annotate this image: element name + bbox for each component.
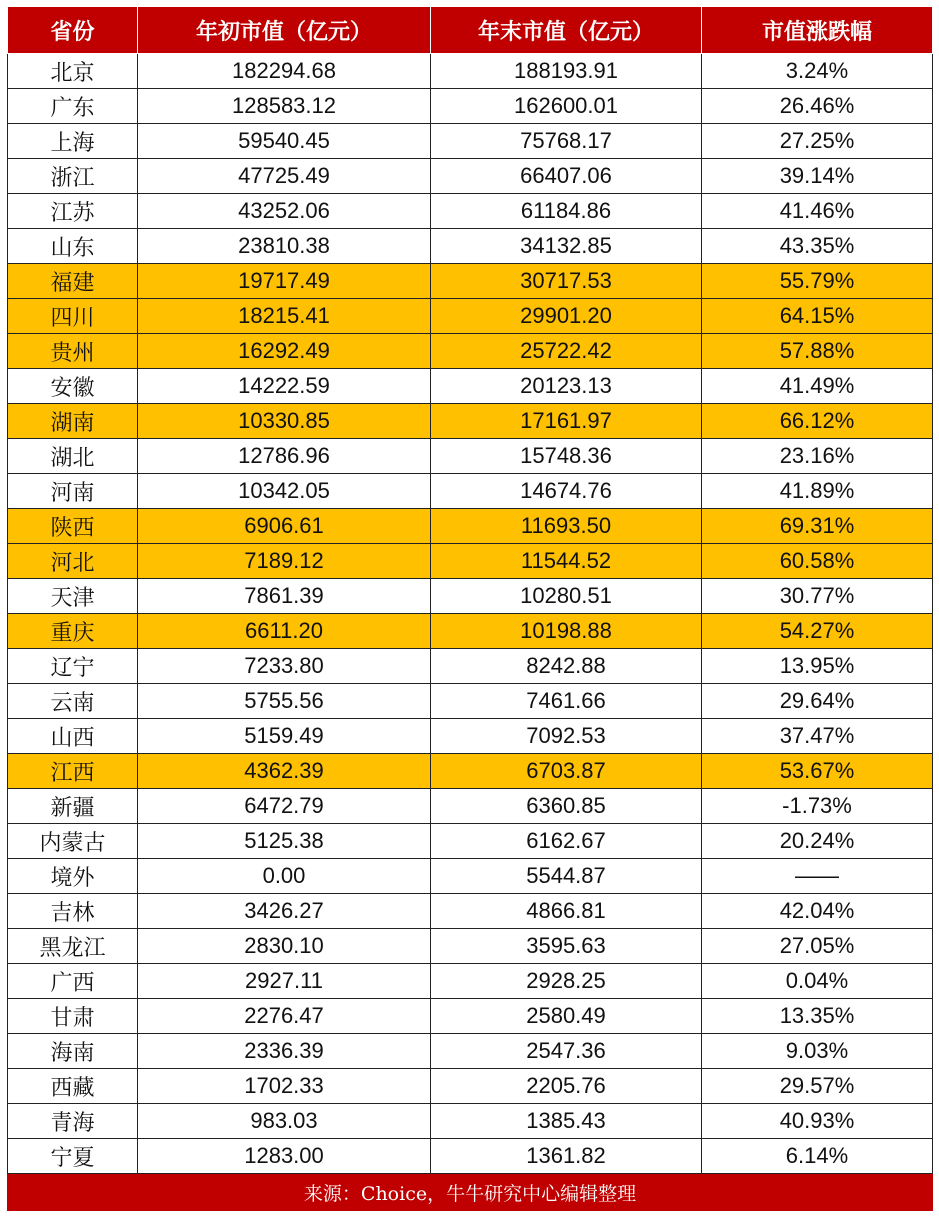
change-cell: 57.88%	[702, 334, 933, 369]
table-row	[8, 1034, 933, 1069]
end-value-cell: 162600.01	[431, 89, 702, 124]
start-value-cell: 10342.05	[138, 474, 431, 509]
province-cell: 境外	[8, 859, 138, 894]
table-row	[8, 1139, 933, 1174]
end-value-cell: 34132.85	[431, 229, 702, 264]
end-value-cell: 8242.88	[431, 649, 702, 684]
start-value-cell: 5159.49	[138, 719, 431, 754]
end-value-cell: 30717.53	[431, 264, 702, 299]
province-cell: 陕西	[8, 509, 138, 544]
province-cell: 山西	[8, 719, 138, 754]
change-cell: 40.93%	[702, 1104, 933, 1139]
change-cell: 42.04%	[702, 894, 933, 929]
table-row	[8, 719, 933, 754]
header-start-value: 年初市值（亿元）	[138, 7, 431, 54]
start-value-cell: 59540.45	[138, 124, 431, 159]
table-row	[8, 369, 933, 404]
start-value-cell: 2830.10	[138, 929, 431, 964]
table-row	[8, 894, 933, 929]
province-cell: 浙江	[8, 159, 138, 194]
table-row	[8, 334, 933, 369]
table-row	[8, 229, 933, 264]
start-value-cell: 2927.11	[138, 964, 431, 999]
province-cell: 青海	[8, 1104, 138, 1139]
change-cell: 53.67%	[702, 754, 933, 789]
header-change: 市值涨跌幅	[702, 7, 933, 54]
province-cell: 山东	[8, 229, 138, 264]
end-value-cell: 6703.87	[431, 754, 702, 789]
province-cell: 黑龙江	[8, 929, 138, 964]
end-value-cell: 17161.97	[431, 404, 702, 439]
start-value-cell: 2336.39	[138, 1034, 431, 1069]
start-value-cell: 6906.61	[138, 509, 431, 544]
change-cell: 20.24%	[702, 824, 933, 859]
start-value-cell: 47725.49	[138, 159, 431, 194]
change-cell: 0.04%	[702, 964, 933, 999]
province-cell: 福建	[8, 264, 138, 299]
change-cell: 29.57%	[702, 1069, 933, 1104]
table-row	[8, 54, 933, 89]
change-cell: 13.35%	[702, 999, 933, 1034]
source-note: 来源：Choice，牛牛研究中心编辑整理	[8, 1174, 933, 1211]
end-value-cell: 2547.36	[431, 1034, 702, 1069]
table-row	[8, 264, 933, 299]
end-value-cell: 29901.20	[431, 299, 702, 334]
province-cell: 内蒙古	[8, 824, 138, 859]
end-value-cell: 66407.06	[431, 159, 702, 194]
change-cell: 55.79%	[702, 264, 933, 299]
end-value-cell: 25722.42	[431, 334, 702, 369]
province-cell: 广西	[8, 964, 138, 999]
province-cell: 湖南	[8, 404, 138, 439]
end-value-cell: 6360.85	[431, 789, 702, 824]
start-value-cell: 18215.41	[138, 299, 431, 334]
start-value-cell: 1283.00	[138, 1139, 431, 1174]
start-value-cell: 983.03	[138, 1104, 431, 1139]
end-value-cell: 75768.17	[431, 124, 702, 159]
table-row	[8, 789, 933, 824]
change-cell: 9.03%	[702, 1034, 933, 1069]
change-cell: 54.27%	[702, 614, 933, 649]
province-cell: 四川	[8, 299, 138, 334]
start-value-cell: 12786.96	[138, 439, 431, 474]
province-cell: 天津	[8, 579, 138, 614]
end-value-cell: 7092.53	[431, 719, 702, 754]
table-row	[8, 509, 933, 544]
province-cell: 广东	[8, 89, 138, 124]
market-value-table	[7, 6, 933, 1211]
footer-row	[8, 1174, 933, 1211]
province-cell: 江西	[8, 754, 138, 789]
change-cell: 69.31%	[702, 509, 933, 544]
table-row	[8, 579, 933, 614]
start-value-cell: 19717.49	[138, 264, 431, 299]
change-cell: -1.73%	[702, 789, 933, 824]
end-value-cell: 6162.67	[431, 824, 702, 859]
province-cell: 新疆	[8, 789, 138, 824]
end-value-cell: 14674.76	[431, 474, 702, 509]
start-value-cell: 128583.12	[138, 89, 431, 124]
start-value-cell: 23810.38	[138, 229, 431, 264]
change-cell: 39.14%	[702, 159, 933, 194]
end-value-cell: 1361.82	[431, 1139, 702, 1174]
table-row	[8, 159, 933, 194]
province-cell: 重庆	[8, 614, 138, 649]
end-value-cell: 188193.91	[431, 54, 702, 89]
table-row	[8, 439, 933, 474]
change-cell: ——	[702, 859, 933, 894]
start-value-cell: 7189.12	[138, 544, 431, 579]
province-cell: 辽宁	[8, 649, 138, 684]
start-value-cell: 10330.85	[138, 404, 431, 439]
table-row	[8, 614, 933, 649]
header-province: 省份	[8, 7, 138, 54]
change-cell: 6.14%	[702, 1139, 933, 1174]
data-table-container	[7, 6, 932, 1211]
start-value-cell: 6472.79	[138, 789, 431, 824]
province-cell: 宁夏	[8, 1139, 138, 1174]
change-cell: 3.24%	[702, 54, 933, 89]
table-row	[8, 404, 933, 439]
change-cell: 41.89%	[702, 474, 933, 509]
table-body	[8, 54, 933, 1174]
table-row	[8, 1069, 933, 1104]
start-value-cell: 0.00	[138, 859, 431, 894]
table-row	[8, 649, 933, 684]
province-cell: 安徽	[8, 369, 138, 404]
table-row	[8, 684, 933, 719]
end-value-cell: 7461.66	[431, 684, 702, 719]
end-value-cell: 3595.63	[431, 929, 702, 964]
change-cell: 13.95%	[702, 649, 933, 684]
change-cell: 29.64%	[702, 684, 933, 719]
province-cell: 北京	[8, 54, 138, 89]
province-cell: 湖北	[8, 439, 138, 474]
table-row	[8, 824, 933, 859]
change-cell: 37.47%	[702, 719, 933, 754]
start-value-cell: 2276.47	[138, 999, 431, 1034]
start-value-cell: 43252.06	[138, 194, 431, 229]
province-cell: 贵州	[8, 334, 138, 369]
start-value-cell: 5125.38	[138, 824, 431, 859]
end-value-cell: 10280.51	[431, 579, 702, 614]
table-row	[8, 194, 933, 229]
start-value-cell: 1702.33	[138, 1069, 431, 1104]
end-value-cell: 2928.25	[431, 964, 702, 999]
end-value-cell: 4866.81	[431, 894, 702, 929]
change-cell: 41.46%	[702, 194, 933, 229]
start-value-cell: 16292.49	[138, 334, 431, 369]
start-value-cell: 6611.20	[138, 614, 431, 649]
end-value-cell: 2580.49	[431, 999, 702, 1034]
start-value-cell: 3426.27	[138, 894, 431, 929]
change-cell: 66.12%	[702, 404, 933, 439]
table-row	[8, 1104, 933, 1139]
province-cell: 甘肃	[8, 999, 138, 1034]
table-row	[8, 474, 933, 509]
end-value-cell: 1385.43	[431, 1104, 702, 1139]
table-row	[8, 964, 933, 999]
table-row	[8, 544, 933, 579]
table-row	[8, 124, 933, 159]
header-row	[8, 7, 933, 54]
province-cell: 上海	[8, 124, 138, 159]
change-cell: 60.58%	[702, 544, 933, 579]
header-end-value: 年末市值（亿元）	[431, 7, 702, 54]
start-value-cell: 7233.80	[138, 649, 431, 684]
province-cell: 江苏	[8, 194, 138, 229]
province-cell: 云南	[8, 684, 138, 719]
end-value-cell: 11693.50	[431, 509, 702, 544]
table-row	[8, 859, 933, 894]
change-cell: 64.15%	[702, 299, 933, 334]
end-value-cell: 20123.13	[431, 369, 702, 404]
table-row	[8, 89, 933, 124]
table-row	[8, 929, 933, 964]
province-cell: 西藏	[8, 1069, 138, 1104]
start-value-cell: 4362.39	[138, 754, 431, 789]
table-row	[8, 299, 933, 334]
end-value-cell: 10198.88	[431, 614, 702, 649]
end-value-cell: 61184.86	[431, 194, 702, 229]
end-value-cell: 2205.76	[431, 1069, 702, 1104]
start-value-cell: 5755.56	[138, 684, 431, 719]
change-cell: 41.49%	[702, 369, 933, 404]
end-value-cell: 5544.87	[431, 859, 702, 894]
change-cell: 43.35%	[702, 229, 933, 264]
change-cell: 26.46%	[702, 89, 933, 124]
end-value-cell: 11544.52	[431, 544, 702, 579]
end-value-cell: 15748.36	[431, 439, 702, 474]
province-cell: 海南	[8, 1034, 138, 1069]
change-cell: 23.16%	[702, 439, 933, 474]
change-cell: 27.05%	[702, 929, 933, 964]
start-value-cell: 14222.59	[138, 369, 431, 404]
province-cell: 河南	[8, 474, 138, 509]
start-value-cell: 182294.68	[138, 54, 431, 89]
table-row	[8, 999, 933, 1034]
province-cell: 河北	[8, 544, 138, 579]
change-cell: 30.77%	[702, 579, 933, 614]
change-cell: 27.25%	[702, 124, 933, 159]
province-cell: 吉林	[8, 894, 138, 929]
start-value-cell: 7861.39	[138, 579, 431, 614]
table-row	[8, 754, 933, 789]
